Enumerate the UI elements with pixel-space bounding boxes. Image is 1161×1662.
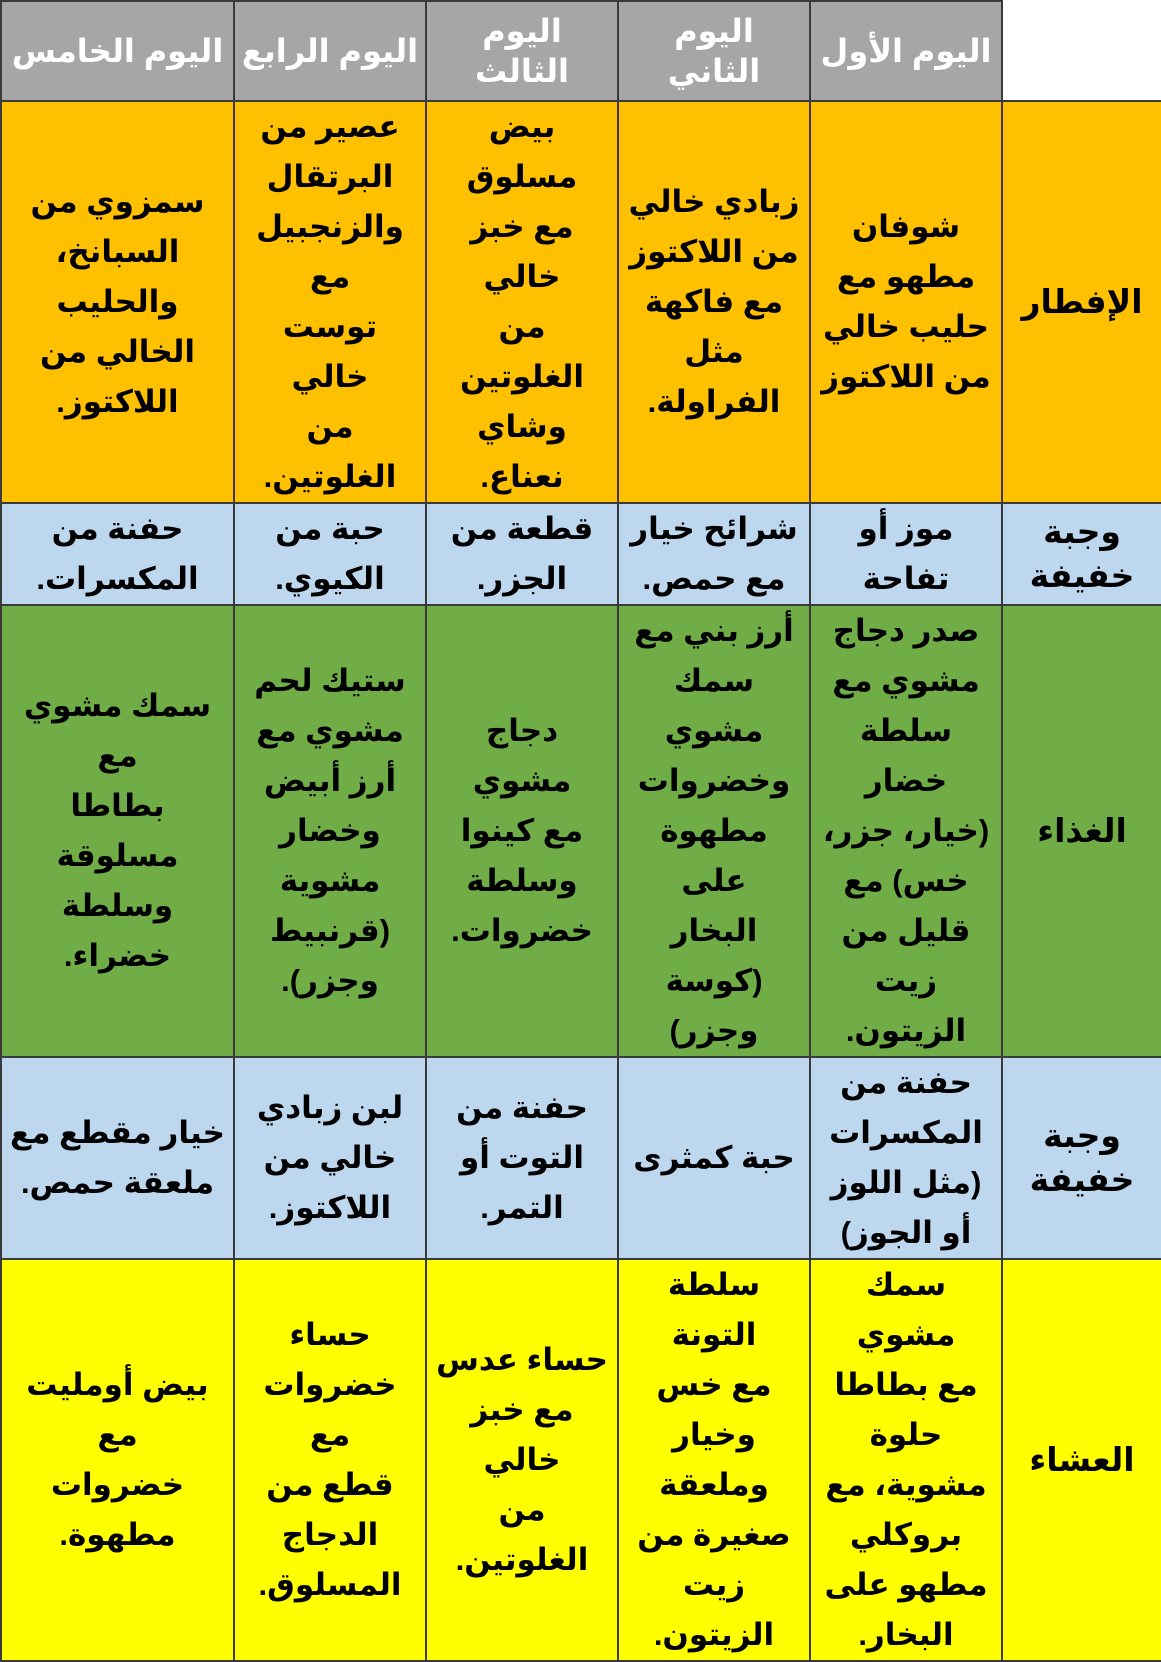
- meal-cell: شرائح خيار مع حمص.: [618, 503, 810, 605]
- meal-cell: أرز بني مع سمك مشوي وخضروات مطهوة على البخار (كوسة وجزر): [618, 605, 810, 1057]
- meal-label: وجبة خفيفة: [1002, 1057, 1161, 1259]
- meal-cell: حفنة من المكسرات (مثل اللوز أو الجوز): [810, 1057, 1002, 1259]
- header-row: [1, 1, 1161, 101]
- meal-cell: دجاج مشوي مع كينوا وسلطة خضروات.: [426, 605, 618, 1057]
- meal-cell: خيار مقطع مع ملعقة حمص.: [1, 1057, 234, 1259]
- meal-cell: سمزوي من السبانخ، والحليب الخالي من اللاكتوز.: [1, 101, 234, 503]
- corner-cell: [1002, 1, 1161, 101]
- snack-row: [1, 1057, 1161, 1259]
- meal-cell: بيض مسلوق مع خبز خالي من الغلوتين وشاي نعناع.: [426, 101, 618, 503]
- meal-cell: شوفان مطهو مع حليب خالي من اللاكتوز: [810, 101, 1002, 503]
- meal-cell: ستيك لحم مشوي مع أرز أبيض وخضار مشوية (قرنبيط وجزر).: [234, 605, 426, 1057]
- day-header: اليوم الثالث: [426, 1, 618, 101]
- meal-cell: زبادي خالي من اللاكتوز مع فاكهة مثل الفراولة.: [618, 101, 810, 503]
- meal-cell: قطعة من الجزر.: [426, 503, 618, 605]
- meal-cell: سمك مشوي مع بطاطا حلوة مشوية، مع بروكلي مطهو على البخار.: [810, 1259, 1002, 1661]
- meal-cell: حبة من الكيوي.: [234, 503, 426, 605]
- meal-cell: سلطة التونة مع خس وخيار وملعقة صغيرة من زيت الزيتون.: [618, 1259, 810, 1661]
- meal-label: الغذاء: [1002, 605, 1161, 1057]
- meal-cell: حبة كمثرى: [618, 1057, 810, 1259]
- breakfast-row: [1, 101, 1161, 503]
- meal-cell: حفنة من التوت أو التمر.: [426, 1057, 618, 1259]
- meal-cell: حساء عدس مع خبز خالي من الغلوتين.: [426, 1259, 618, 1661]
- day-header: اليوم الأول: [810, 1, 1002, 101]
- lunch-row: [1, 605, 1161, 1057]
- meal-cell: سمك مشوي مع بطاطا مسلوقة وسلطة خضراء.: [1, 605, 234, 1057]
- meal-label: وجبة خفيفة: [1002, 503, 1161, 605]
- snack-row: [1, 503, 1161, 605]
- meal-cell: بيض أومليت مع خضروات مطهوة.: [1, 1259, 234, 1661]
- day-header: اليوم الرابع: [234, 1, 426, 101]
- meal-cell: صدر دجاج مشوي مع سلطة خضار (خيار، جزر، خس) مع قليل من زيت الزيتون.: [810, 605, 1002, 1057]
- day-header: اليوم الثاني: [618, 1, 810, 101]
- meal-label: الإفطار: [1002, 101, 1161, 503]
- dinner-row: [1, 1259, 1161, 1661]
- meal-cell: حساء خضروات مع قطع من الدجاج المسلوق.: [234, 1259, 426, 1661]
- meal-label: العشاء: [1002, 1259, 1161, 1661]
- meal-cell: حفنة من المكسرات.: [1, 503, 234, 605]
- meal-cell: عصير من البرتقال والزنجبيل مع توست خالي من الغلوتين.: [234, 101, 426, 503]
- meal-cell: موز أو تفاحة: [810, 503, 1002, 605]
- day-header: اليوم الخامس: [1, 1, 234, 101]
- meal-cell: لبن زبادي خالي من اللاكتوز.: [234, 1057, 426, 1259]
